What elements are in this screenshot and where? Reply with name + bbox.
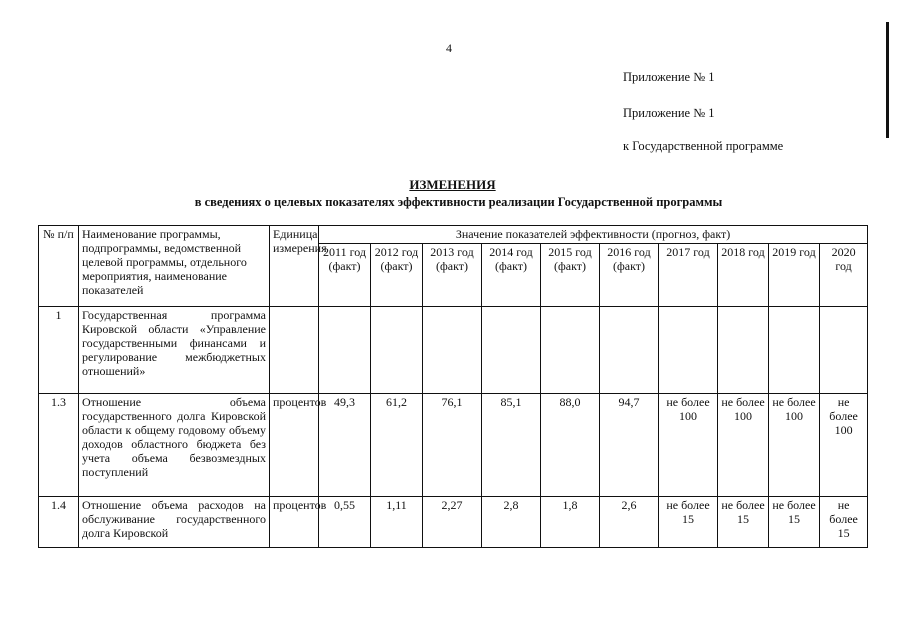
row-value: не более 100 <box>659 393 718 496</box>
row-value <box>718 307 769 393</box>
row-value: не более 15 <box>769 496 820 547</box>
page-number: 4 <box>446 41 452 55</box>
row-num: 1 <box>39 307 79 393</box>
row-name: Отношение объема расходов на обслуживание государственного долга Кировской <box>79 496 270 547</box>
row-value <box>482 307 541 393</box>
row-unit: процентов <box>270 393 319 496</box>
row-value: 2,8 <box>482 496 541 547</box>
row-value <box>600 307 659 393</box>
row-unit: процентов <box>270 496 319 547</box>
row-name: Государственная программа Кировской области «Управление государственными финансами и регулирование межбюджетных отношений» <box>79 307 270 393</box>
row-num: 1.3 <box>39 393 79 496</box>
row-value: 1,8 <box>541 496 600 547</box>
header-year: 2014 год (факт) <box>482 243 541 307</box>
row-value: 2,27 <box>423 496 482 547</box>
row-name: Отношение объема государственного долга Кировской области к общему годовому объему доходов областного бюджета без учета объема безвозмездных поступлений <box>79 393 270 496</box>
row-value: не более 100 <box>769 393 820 496</box>
table-row <box>39 393 868 496</box>
row-value: не более 15 <box>718 496 769 547</box>
header-year: 2018 год <box>718 243 769 307</box>
row-value <box>769 307 820 393</box>
row-value <box>820 307 868 393</box>
title-main: ИЗМЕНЕНИЯ <box>409 177 496 192</box>
appendix-line-1: Приложение № 1 <box>623 70 715 84</box>
header-year: 2013 год (факт) <box>423 243 482 307</box>
appendix-line-3: к Государственной программе <box>623 139 784 153</box>
header-values-span: Значение показателей эффективности (прогноз, факт) <box>319 226 868 244</box>
row-value: не более 15 <box>659 496 718 547</box>
row-value: 49,3 <box>319 393 371 496</box>
title-subtitle: в сведениях о целевых показателях эффективности реализации Государственной программы <box>194 195 723 209</box>
table-header-row <box>39 226 868 244</box>
margin-bar <box>886 22 889 138</box>
header-year: 2011 год (факт) <box>319 243 371 307</box>
appendix-line-2: Приложение № 1 <box>623 106 715 120</box>
row-unit <box>270 307 319 393</box>
header-year: 2020 год <box>820 243 868 307</box>
document-title <box>0 177 905 210</box>
header-year: 2015 год (факт) <box>541 243 600 307</box>
header-year: 2017 год <box>659 243 718 307</box>
row-value: не более 100 <box>820 393 868 496</box>
row-value: не более 100 <box>718 393 769 496</box>
row-value: не более 15 <box>820 496 868 547</box>
row-value <box>371 307 423 393</box>
row-value: 76,1 <box>423 393 482 496</box>
header-name: Наименование программы, подпрограммы, ведомственной целевой программы, отдельного мероприятия, наименование показателей <box>79 226 270 307</box>
header-year: 2012 год (факт) <box>371 243 423 307</box>
table-row <box>39 496 868 547</box>
row-value <box>659 307 718 393</box>
header-year: 2019 год <box>769 243 820 307</box>
row-value <box>541 307 600 393</box>
row-value: 2,6 <box>600 496 659 547</box>
row-value: 88,0 <box>541 393 600 496</box>
indicators-table <box>38 225 868 548</box>
row-value: 1,11 <box>371 496 423 547</box>
row-value: 61,2 <box>371 393 423 496</box>
row-value: 94,7 <box>600 393 659 496</box>
row-value: 85,1 <box>482 393 541 496</box>
row-value: 0,55 <box>319 496 371 547</box>
row-num: 1.4 <box>39 496 79 547</box>
header-year: 2016 год (факт) <box>600 243 659 307</box>
header-num: № п/п <box>39 226 79 307</box>
table-row <box>39 307 868 393</box>
row-value <box>319 307 371 393</box>
row-value <box>423 307 482 393</box>
header-unit: Единица измерения <box>270 226 319 307</box>
